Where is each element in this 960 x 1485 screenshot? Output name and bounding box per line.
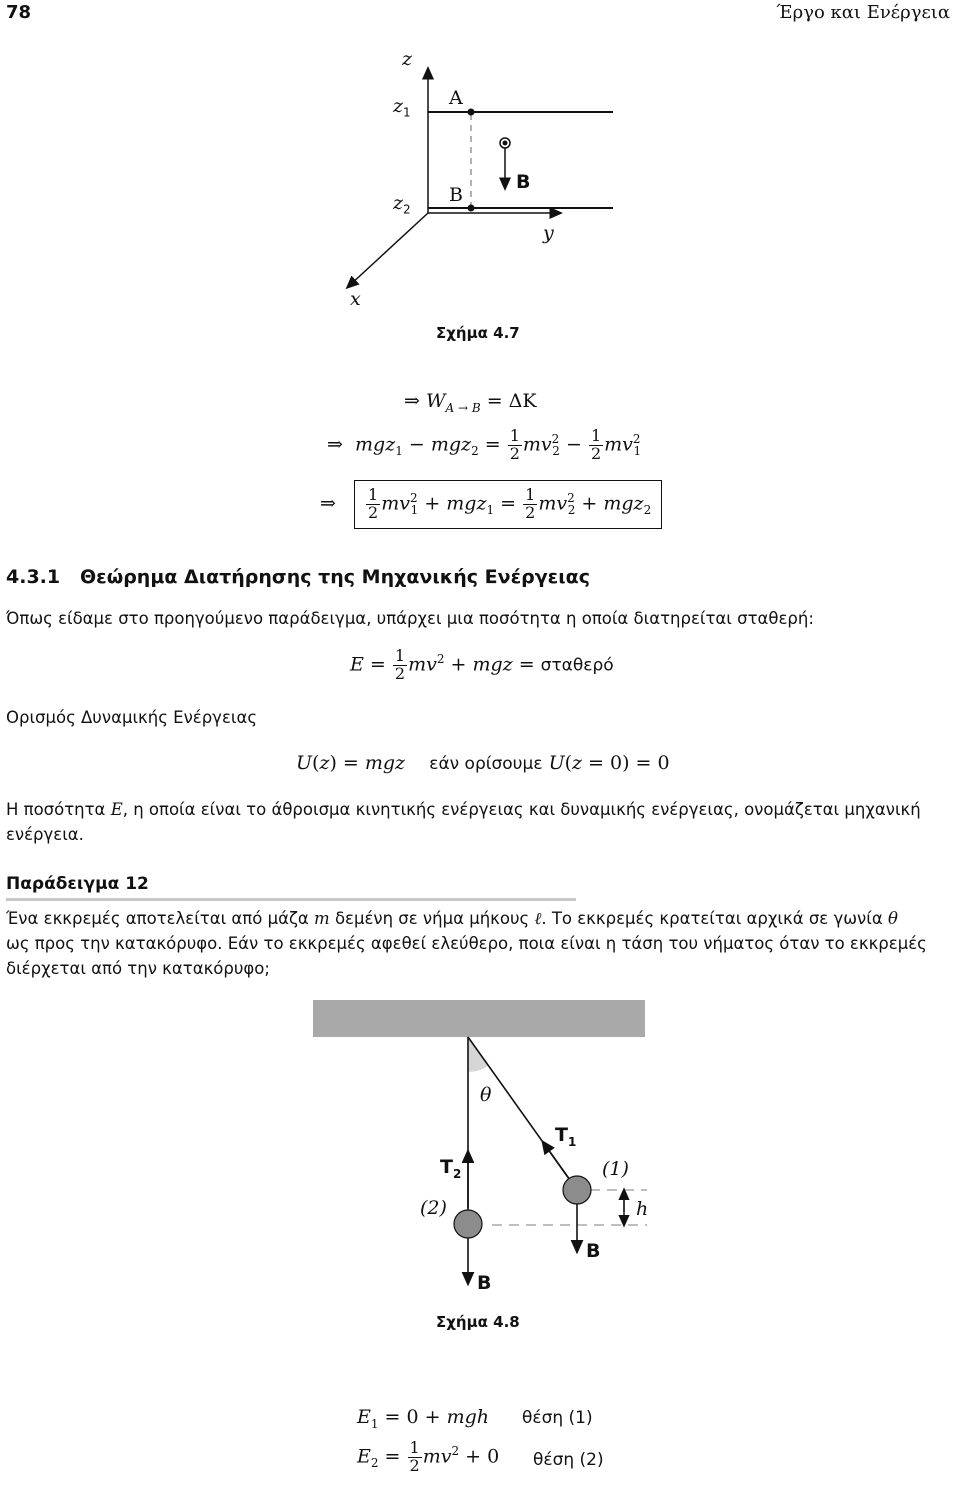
potential-energy-equation: U(z) = mgz εάν ορίσουμε U(z = 0) = 0 <box>296 752 670 774</box>
weight-label-1: B <box>586 1240 601 1262</box>
mechanical-energy-paragraph: Η ποσότητα E, η οποία είναι το άθροισμα κινητικής ενέργειας και δυναμικής ενέργειας, ονομάζεται μηχανική ενέργεια. <box>6 800 921 844</box>
derivation-line-3: ⇒ $\frac{1}{2}$ $mv^2_1 + mgz_1$ = $\frac{1}{2}$ $mv^2_2 + mgz_2$ <box>320 480 662 529</box>
bob-position-1 <box>563 1176 591 1204</box>
energy-position-2: $E_2$ = $\frac{1}{2}$ $mv^2 + 0$ <box>357 1438 500 1475</box>
z1-label: $z_1$ <box>393 95 411 120</box>
point-a-dot <box>468 109 475 116</box>
figure-caption-4-7: Σχήμα 4.7 <box>436 324 520 342</box>
height-label: h <box>636 1198 649 1220</box>
energy-position-1: $E_1 = 0$ + mgh <box>357 1406 490 1431</box>
position-2-label: (2) <box>420 1197 447 1219</box>
potential-energy-definition-label: Ορισμός Δυναμικής Ενέργειας <box>6 708 258 727</box>
position-1-tag: θέση (1) <box>522 1408 593 1428</box>
weight-label-2: B <box>477 1272 492 1294</box>
position-2-tag: θέση (2) <box>533 1450 604 1470</box>
page-number: 78 <box>6 2 32 23</box>
point-b-label: B <box>449 184 463 206</box>
z2-label: $z_2$ <box>393 192 411 217</box>
energy-equation: E = $\frac{1}{2}$ $mv^2$ + mgz = σταθερό <box>350 646 614 683</box>
point-a-label: A <box>449 87 463 109</box>
y-axis-label: y <box>543 222 554 244</box>
position-1-label: (1) <box>602 1158 629 1180</box>
x-axis <box>350 213 428 285</box>
bob-position-2 <box>454 1210 482 1238</box>
z-axis-label: z <box>402 48 413 70</box>
figure-4-7 <box>0 0 960 330</box>
theta-label: θ <box>480 1084 492 1106</box>
t1-label: $T_1$ <box>555 1124 577 1149</box>
arrow-b-label: B <box>516 171 531 193</box>
example-heading: Παράδειγμα 12 <box>6 874 149 894</box>
derivation-line-1: ⇒ $W_{A \to B} = \Delta K$ <box>404 390 537 415</box>
tension-arrow-1 <box>545 1145 570 1180</box>
running-title: Έργο και Ενέργεια <box>776 2 950 23</box>
example-paragraph: Ένα εκκρεμές αποτελείται από μάζα m δεμένη σε νήμα μήκους ℓ. Το εκκρεμές κρατείται αρχικά σε γωνία θ ως προς την κατακόρυφο. Εάν το εκκρεμές αφεθεί ελεύθερο, ποια είναι η τάση του νήματος όταν το εκκρεμές διέρχεται από την κατακόρυφο; <box>6 909 927 978</box>
t2-label: $T_2$ <box>440 1156 462 1181</box>
section-heading: 4.3.1 Θεώρημα Διατήρησης της Μηχανικής Ενέργειας <box>6 566 590 588</box>
example-heading-rule <box>6 898 576 901</box>
intro-paragraph: Όπως είδαμε στο προηγούμενο παράδειγμα, υπάρχει μια ποσότητα η οποία διατηρείται σταθερή: <box>6 609 814 628</box>
boxed-conservation-equation: $\frac{1}{2}$ $mv^2_1 + mgz_1$ = $\frac{1}{2}$ $mv^2_2 + mgz_2$ <box>354 480 662 529</box>
ceiling-support <box>313 1000 645 1037</box>
derivation-line-2: ⇒ mgz$_1$ − mgz$_2$ = $\frac{1}{2}$ $mv^2_2$ − $\frac{1}{2}$ $mv^2_1$ <box>327 426 642 463</box>
figure-4-8 <box>0 990 960 1320</box>
point-b-dot <box>468 205 475 212</box>
figure-caption-4-8: Σχήμα 4.8 <box>436 1313 520 1331</box>
mass-dot <box>503 141 508 146</box>
x-axis-label: x <box>350 288 361 310</box>
